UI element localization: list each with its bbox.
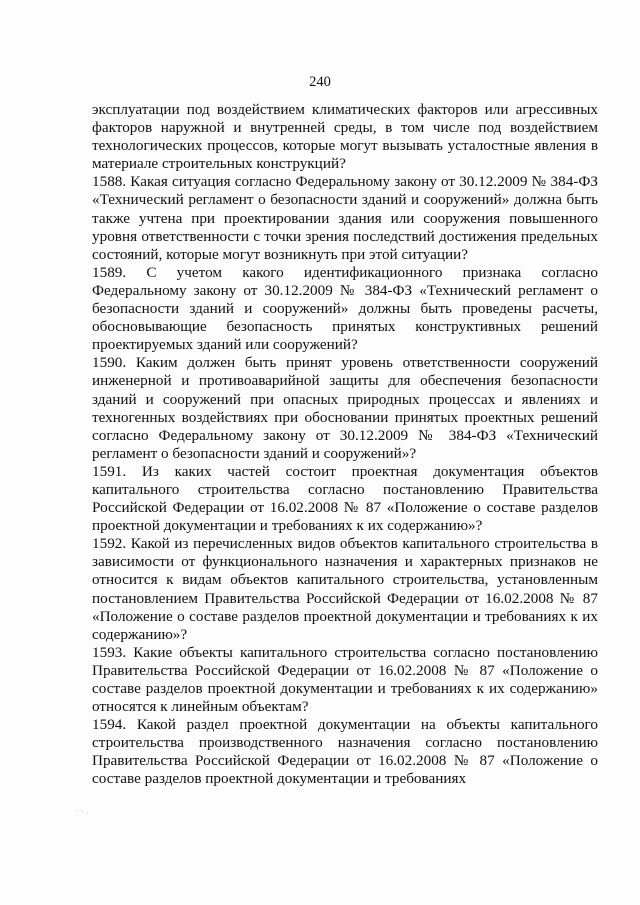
- question-1589: 1589. С учетом какого идентификационного признака согласно Федеральному закону от 30.12.2009 № 384-ФЗ «Технический регламент о безопасности зданий и сооружений» должны быть проведены расчеты, обосновывающие безопасность принятых конструктивных решений проектируемых зданий или сооружений?: [92, 263, 598, 354]
- question-1592: 1592. Какой из перечисленных видов объектов капитального строительства в зависимости от функционального назначения и характерных признаков не относится к видам объектов капитального строительства, установленным постановлением Правительства Российской Федерации от 16.02.2008 № 87 «Положение о составе разделов проектной документации и требованиях к их содержанию»?: [92, 535, 598, 643]
- paragraph-continuation: эксплуатации под воздействием климатических факторов или агрессивных факторов наружной и внутренней среды, в том числе под воздействием технологических процессов, которые могут вызывать усталостные явления в материале строительных конструкций?: [92, 101, 598, 173]
- question-1593: 1593. Какие объекты капитального строительства согласно постановлению Правительства Российской Федерации от 16.02.2008 № 87 «Положение о составе разделов проектной документации и требованиях к их содержанию» относятся к линейным объектам?: [92, 643, 598, 716]
- question-1590: 1590. Каким должен быть принят уровень ответственности сооружений инженерной и противоаварийной защиты для обеспечения безопасности зданий и сооружений при опасных природных процессах и явлениях и техногенных воздействиях при обосновании принятых проектных решений согласно Федеральному закону от 30.12.2009 № 384-ФЗ «Технический регламент о безопасности зданий и сооружений»?: [92, 354, 598, 462]
- question-1588: 1588. Какая ситуация согласно Федеральному закону от 30.12.2009 № 384-ФЗ «Технический регламент о безопасности зданий и сооружений» должна быть также учтена при проектировании здания или сооружения повышенного уровня ответственности с точки зрения последствий достижения предельных состояний, которые могут возникнуть при этой ситуации?: [92, 173, 598, 263]
- question-1594: 1594. Какой раздел проектной документации на объекты капитального строительства производственного назначения согласно постановлению Правительства Российской Федерации от 16.02.2008 № 87 «Положение о составе разделов проектной документации и требованиях: [92, 716, 598, 788]
- page-content: [92, 101, 598, 789]
- question-1591: 1591. Из каких частей состоит проектная документация объектов капитального строительства согласно постановлению Правительства Российской Федерации от 16.02.2008 № 87 «Положение о составе разделов проектной документации и требованиях к их содержанию»?: [92, 462, 598, 535]
- scan-artifact-mark: ˙·.: [74, 806, 91, 820]
- page-number: 240: [309, 74, 331, 90]
